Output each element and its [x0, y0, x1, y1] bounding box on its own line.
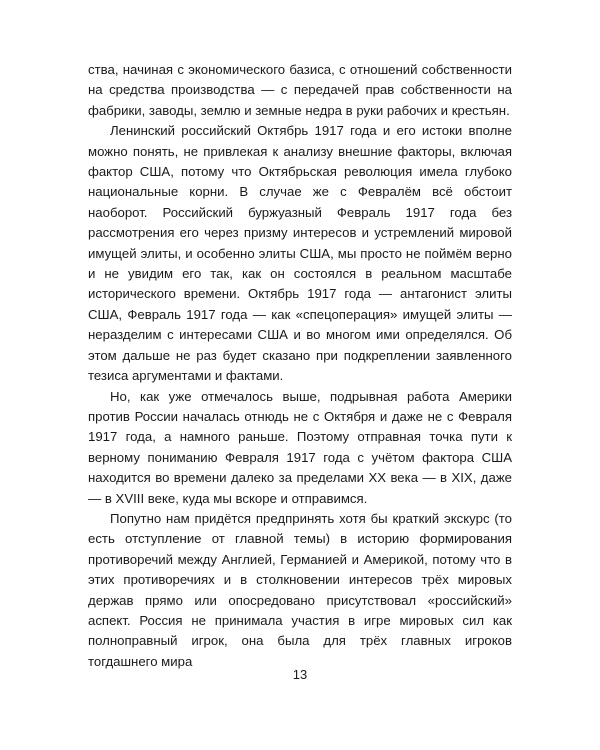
paragraph-2: Ленинский российский Октябрь 1917 года и его истоки вполне можно понять, не привлекая к анализу внешние факторы, включая фактор США, потому что Октябрьская революция имела глубоко национальные корни. В случае же с Февралём всё обстоит наоборот. Российский буржуазный Февраль 1917 года без рассмотрения его через призму интересов и устремлений мировой имущей элиты, и особенно элиты США, мы просто не поймём верно и не увидим его так, как он состоялся в реальном масштабе исторического времени. Октябрь 1917 года — антагонист элиты США, Февраль 1917 года — как «спецоперация» имущей элиты — неразделим с интересами США и во многом ими определялся. Об этом дальше не раз будет сказано при подкреплении заявленного тезиса аргументами и фактами.	[88, 123, 512, 384]
page-body	[88, 60, 512, 672]
page-number: 13	[292, 667, 308, 682]
paragraph-1: ства, начиная с экономического базиса, с отношений собственности на средства производства — с передачей прав собственности на фабрики, заводы, землю и земные недра в руки рабочих и крестьян.	[88, 62, 512, 118]
paragraph-4: Попутно нам придётся предпринять хотя бы краткий экскурс (то есть отступление от главной темы) в историю формирования противоречий между Англией, Германией и Америкой, потому что в этих противоречиях и в столкновении интересов трёх мировых держав прямо или опосредовано присутствовал «российский» аспект. Россия не принимала участия в игре мировых сил как полноправный игрок, она была для трёх главных игроков тогдашнего мира	[88, 510, 512, 669]
paragraph-3: Но, как уже отмечалось выше, подрывная работа Америки против России началась отнюдь не с Октября и даже не с Февраля 1917 года, а намного раньше. Поэтому отправная точка пути к верному пониманию Февраля 1917 года с учётом фактора США находится во времени далеко за пределами XX века — в XIX, даже — в XVIII веке, куда мы вскоре и отправимся.	[88, 388, 512, 506]
